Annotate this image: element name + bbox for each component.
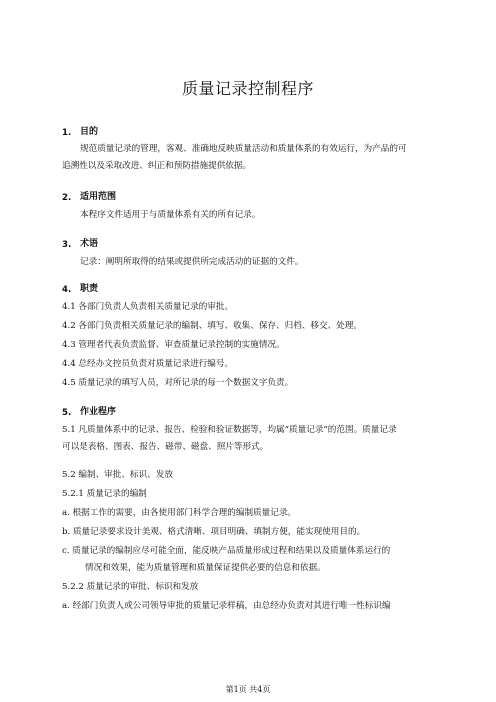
- section-number: 5.: [62, 408, 72, 418]
- section-number: 4.: [62, 285, 72, 295]
- paragraph-line: 可以是表格、图表、报告、磁带、磁盘、照片等形式。: [62, 442, 269, 452]
- list-item-continuation: 情况和效果，能为质量管理和质量保证提供必要的信息和依据。: [85, 563, 326, 573]
- page-title: 质量记录控制程序: [181, 79, 314, 98]
- section-number: 1.: [62, 128, 72, 138]
- list-item: 4.4 总经办文控员负责对质量记录进行编号。: [62, 359, 234, 369]
- section-number: 3.: [62, 240, 72, 250]
- section-heading: 目的: [80, 127, 99, 137]
- list-item: 4.5 质量记录的填写人员，对所记录的每一个数据文字负责。: [62, 378, 294, 388]
- subsection-heading: 5.2 编制、审批、标识、发放: [62, 470, 173, 480]
- section-number: 2.: [62, 193, 72, 203]
- paragraph-line: 本程序文件适用于与质量体系有关的所有记录。: [80, 210, 261, 220]
- section-heading: 术语: [80, 239, 99, 249]
- list-item: 4.2 各部门负责相关质量记录的编制、填写、收集、保存、归档、移交、处理。: [62, 321, 362, 331]
- list-item: c. 质量记录的编制应尽可能全面，能反映产品质量形成过程和结果以及质量体系运行的: [62, 546, 391, 556]
- section-heading: 作业程序: [80, 407, 117, 417]
- list-item: 4.1 各部门负责人负责相关质量记录的审批。: [62, 302, 234, 312]
- paragraph-line: 追溯性以及采取改进、纠正和预防措施提供依据。: [62, 161, 252, 171]
- paragraph-line: 5.1 凡质量体系中的记录、报告、检验和验证数据等，均属“质量记录”的范围。质量记录: [62, 425, 397, 435]
- paragraph-line: 规范质量记录的管理，客观、准确地反映质量活动和质量体系的有效运行，为产品的可: [80, 144, 407, 154]
- subsection-heading: 5.2.1 质量记录的编制: [62, 489, 147, 499]
- list-item: a. 根据工作的需要，由各使用部门科学合理的编制质量记录。: [62, 508, 297, 518]
- list-item: b. 质量记录要求设计美观、格式清晰、项目明确、填制方便，能实现使用目的。: [62, 527, 366, 537]
- paragraph-line: 记录：阐明所取得的结果或提供所完成活动的证据的文件。: [80, 257, 304, 267]
- section-heading: 职责: [80, 284, 99, 294]
- list-item: 4.3 管理者代表负责监督、审查质量记录控制的实施情况。: [62, 340, 285, 350]
- subsection-heading: 5.2.2 质量记录的审批、标识和发放: [62, 582, 199, 592]
- section-heading: 适用范围: [80, 192, 117, 202]
- page-footer: 第1页 共4页: [225, 685, 271, 694]
- list-item: a. 经部门负责人或公司领导审批的质量记录样稿，由总经办负责对其进行唯一性标识编: [62, 601, 391, 611]
